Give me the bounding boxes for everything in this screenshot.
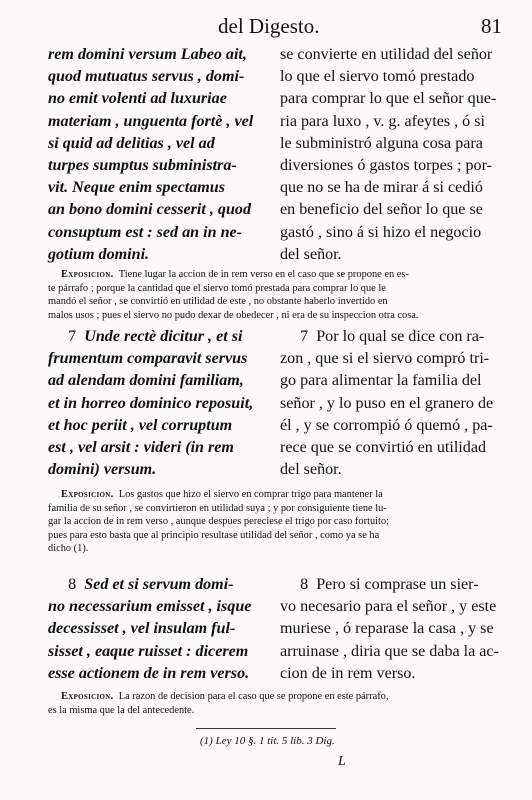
text-line: para comprar lo que el señor que- [280,90,497,108]
text-line: diversiones ó gastos torpes ; por- [280,157,492,175]
text-line: La razon de decision para el caso que se propone en este párrafo, [118,691,389,702]
text-line: Por lo qual se dice con ra- [316,328,485,345]
text-line: mandó el señor , se convirtió en utilidad de este , no obstante haberlo invertido en [48,296,388,308]
text-line: le subministró alguna cosa para [280,134,483,152]
exposition-line [48,268,494,282]
exposition-label: Exposicion. [61,691,114,702]
text-line: no emit volenti ad luxuriae [48,90,227,108]
text-line: vit. Neque enim spectamus [48,179,226,197]
exposition-line [48,488,494,502]
spanish-paragraph-8 [280,574,499,685]
text-line: est , vel arsit : videri (in rem [48,439,234,457]
text-line: no necessarium emisset , isque [48,598,252,616]
latin-text-1 [48,44,274,266]
spanish-text-1 [280,44,497,266]
text-line: Tiene lugar la accion de in rem verso en el caso que se propone en es- [118,269,409,280]
text-line: consuptum est : sed an in ne- [48,223,243,241]
text-line: arruinase , diria que se daba la ac- [280,642,499,660]
text-line: muriese , ó reparase la casa , y se [280,620,494,638]
running-head: del Digesto. [218,14,320,38]
signature-mark: L [338,754,346,769]
exposition-label: Exposicion. [61,269,114,280]
latin-paragraph-7 [48,326,274,481]
text-line: ria para luxo , v. g. afeytes , ó si [280,112,485,130]
exposition-line [48,690,494,704]
text-line: cion de in rem verso. [280,664,416,682]
text-line: an bono domini cesserit , quod [48,201,251,219]
exposition-label: Exposicion. [61,489,114,500]
text-line: go para alimentar la familia del [280,372,482,390]
paragraph-number: 7 [68,328,77,345]
text-line: Sed et si servum domi- [84,576,234,593]
text-line: rece que se convirtió en utilidad [280,439,487,457]
page-number: 81 [481,14,502,38]
text-line [280,326,494,348]
text-line: del señor. [280,461,342,479]
paragraph-number: 8 [68,576,77,593]
text-line: turpes sumptus subministra- [48,157,237,175]
exposition-1 [48,268,494,322]
text-line: gotium domini. [48,245,150,263]
text-line: decessisset , vel insulam ful- [48,620,236,638]
text-line: et in horreo dominico reposuit, [48,394,254,412]
text-line: te párrafo ; porque la cantidad que el siervo tomó prestada para comprar lo que le [48,282,386,294]
text-line: señor , y lo puso en el granero de [280,394,494,412]
text-line: en beneficio del señor lo que se [280,201,483,219]
text-line: domini) versum. [48,461,157,479]
page-header [0,14,532,40]
text-line: si quid ad delitias , vel ad [48,134,215,152]
text-line: Unde rectè dicitur , et si [84,328,243,345]
paragraph-number: 7 [300,328,309,345]
text-line: Los gastos que hizo el siervo en comprar trigo para mantener la [118,489,383,500]
paragraph-number: 8 [300,576,309,593]
text-line: gastó , sino á si hizo el negocio [280,223,482,241]
text-line: sisset , eaque ruisset : dicerem [48,642,249,660]
text-line: et hoc periit , vel corruptum [48,416,233,434]
text-line: familia de su señor , se convirtieron en utilidad suya ; y por consiguiente tiene lu- [48,502,387,514]
exposition-7 [48,488,494,556]
text-line: se convierte en utilidad del señor [280,46,493,63]
text-line: rem domini versum Labeo ait, [48,46,247,63]
latin-paragraph-8 [48,574,274,685]
text-line [48,326,274,348]
exposition-8 [48,690,494,717]
text-line: que no se ha de mirar á si cedió [280,179,483,197]
text-line: pues para esto basta que al principio resultase utilidad del señor , como ya se ha [48,529,380,541]
text-line: vo necesario para el señor , y este [280,598,497,616]
text-line: él , y se corrompió ó quemó , pa- [280,416,493,434]
text-line: quod mutuatus servus , domi- [48,68,245,86]
text-line: esse actionem de in rem verso. [48,664,250,682]
text-line: malos usos ; pues el siervo no pudo dexar de obedecer , ni era de su inspeccion otra cosa. [48,309,419,321]
footnote-rule [196,728,336,729]
text-line: lo que el siervo tomó prestado [280,68,475,86]
text-line: zon , que si el siervo compró tri- [280,350,490,368]
text-line: ad alendam domini familiam, [48,372,244,390]
text-line: dicho (1). [48,543,89,555]
text-line [48,574,274,596]
spanish-paragraph-7 [280,326,494,481]
text-line: frumentum comparavit servus [48,350,248,368]
text-line [280,574,494,596]
text-line: materiam , unguenta fortè , vel [48,112,254,130]
text-line: gar la accion de in rem verso , aunque despues pereciese el trigo por caso fortuito; [48,516,390,528]
text-line: es la misma que la del antecedente. [48,704,195,716]
footnote: (1) Ley 10 §. 1 tit. 5 lib. 3 Dig. [200,735,335,747]
text-line: del señor. [280,245,342,263]
text-line: Pero si comprase un sier- [316,576,479,593]
